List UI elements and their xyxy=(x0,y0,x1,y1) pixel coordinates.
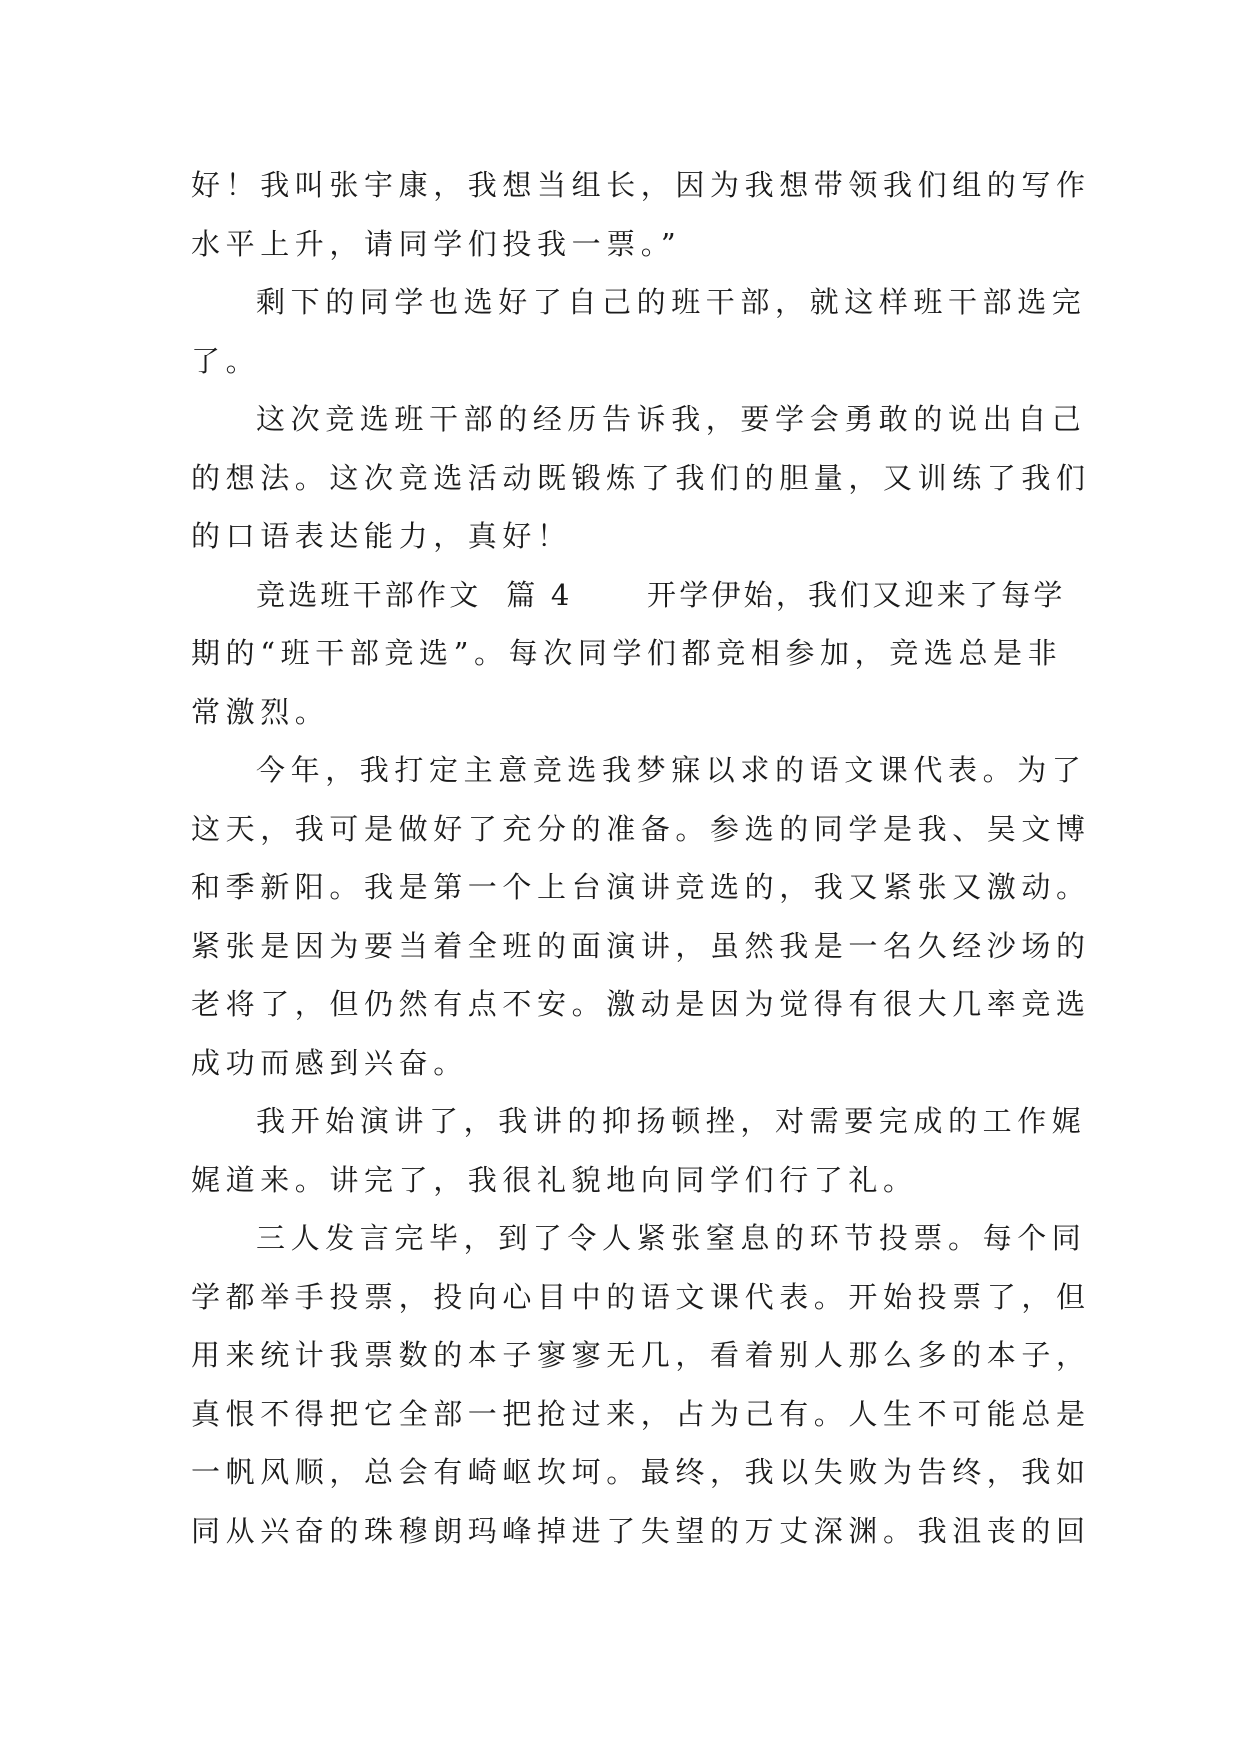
text-line: 这天，我可是做好了充分的准备。参选的同学是我、吴文博 xyxy=(191,811,1091,846)
text-line: 紧张是因为要当着全班的面演讲，虽然我是一名久经沙场的 xyxy=(191,928,1091,963)
text-line: 今年，我打定主意竞选我梦寐以求的语文课代表。为了 xyxy=(256,753,1087,787)
text-line: 一帆风顺，总会有崎岖坎坷。最终，我以失败为告终，我如 xyxy=(191,1455,1091,1489)
text-line: 三人发言完毕，到了令人紧张窒息的环节投票。每个同 xyxy=(256,1221,1087,1255)
text-line: 和季新阳。我是第一个上台演讲竞选的，我又紧张又激动。 xyxy=(191,870,1091,904)
section-heading-line: 竞选班干部作文 篇 4 开学伊始，我们又迎来了每学 xyxy=(256,577,1066,612)
text-line: 的口语表达能力，真好！ xyxy=(191,519,572,553)
text-line: 这次竞选班干部的经历告诉我，要学会勇敢的说出自己 xyxy=(256,402,1087,436)
text-line: 了。 xyxy=(191,343,261,378)
text-line: 的想法。这次竞选活动既锻炼了我们的胆量，又训练了我们 xyxy=(191,460,1091,495)
text-line: 同从兴奋的珠穆朗玛峰掉进了失望的万丈深渊。我沮丧的回 xyxy=(191,1513,1091,1548)
text-line: 真恨不得把它全部一把抢过来，占为己有。人生不可能总是 xyxy=(191,1396,1091,1431)
text-line: 用来统计我票数的本子寥寥无几，看着别人那么多的本子， xyxy=(191,1338,1091,1372)
text-line: 成功而感到兴奋。 xyxy=(191,1045,468,1080)
text-line: 水平上升，请同学们投我一票。” xyxy=(191,226,682,261)
text-line: 学都举手投票，投向心目中的语文课代表。开始投票了，但 xyxy=(191,1279,1091,1314)
text-line: 娓道来。讲完了，我很礼貌地向同学们行了礼。 xyxy=(191,1162,918,1197)
text-line: 期的“班干部竞选”。每次同学们都竞相参加，竞选总是非 xyxy=(191,636,1063,670)
text-line: 老将了，但仍然有点不安。激动是因为觉得有很大几率竞选 xyxy=(191,987,1091,1021)
text-line: 剩下的同学也选好了自己的班干部，就这样班干部选完 xyxy=(256,285,1087,319)
text-line: 我开始演讲了，我讲的抑扬顿挫，对需要完成的工作娓 xyxy=(256,1104,1087,1138)
essay-body xyxy=(191,156,1091,1560)
text-line: 好！我叫张宇康，我想当组长，因为我想带领我们组的写作 xyxy=(191,168,1091,202)
text-line: 常激烈。 xyxy=(191,694,330,729)
